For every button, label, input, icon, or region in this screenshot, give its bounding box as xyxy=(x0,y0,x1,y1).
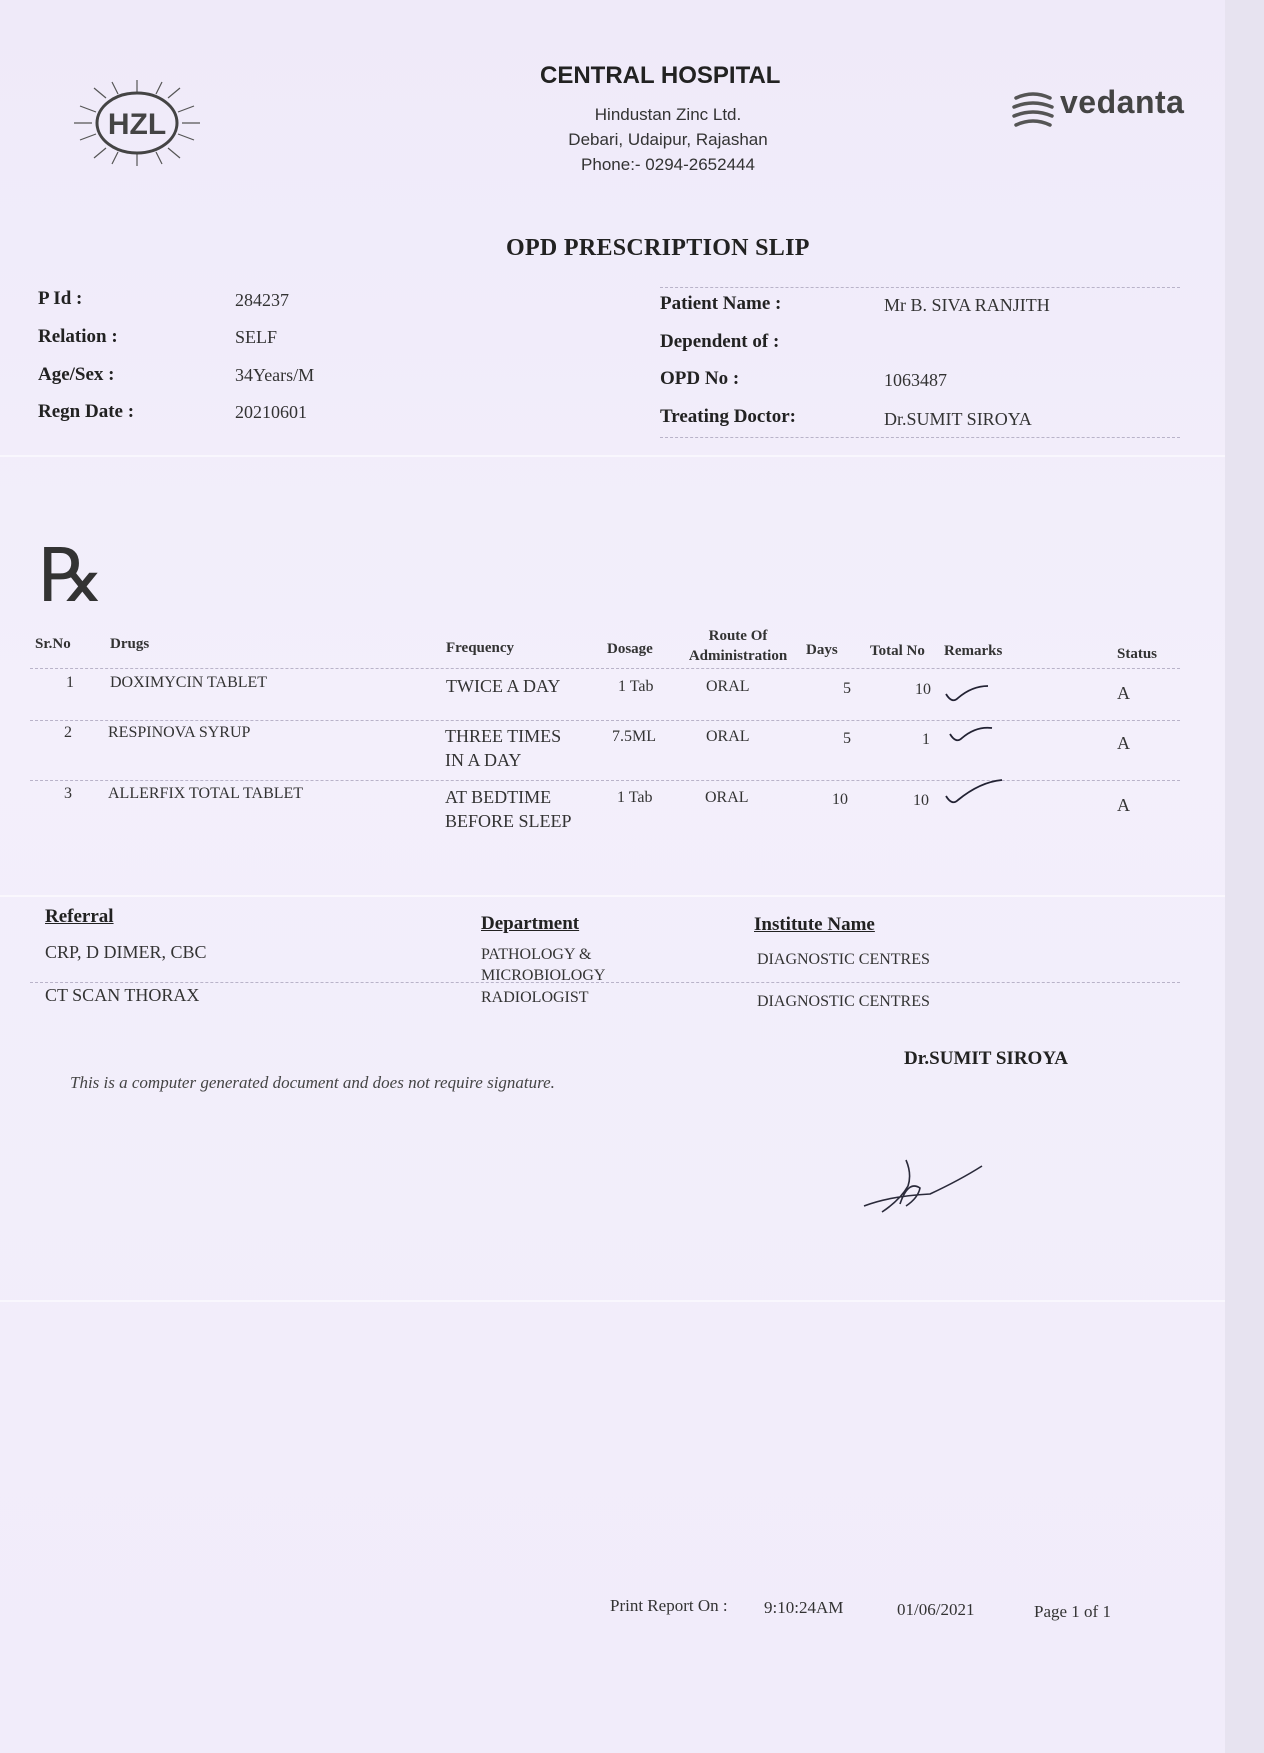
disclaimer-note: This is a computer generated document and does not require signature. xyxy=(70,1073,555,1092)
row-status: A xyxy=(1117,683,1130,703)
col-total: Total No xyxy=(870,643,925,659)
remark-tick-icon xyxy=(948,722,994,748)
hospital-name: CENTRAL HOSPITAL xyxy=(540,62,781,89)
row-route: ORAL xyxy=(706,678,750,695)
row-srno: 2 xyxy=(64,724,72,741)
row-dosage: 7.5ML xyxy=(612,728,656,745)
pid-value: 284237 xyxy=(235,290,289,310)
divider xyxy=(30,720,1180,721)
row-drug: DOXIMYCIN TABLET xyxy=(110,674,268,691)
print-date: 01/06/2021 xyxy=(897,1600,975,1619)
referral-item: CT SCAN THORAX xyxy=(45,985,200,1005)
referral-heading: Referral xyxy=(45,906,114,927)
col-frequency: Frequency xyxy=(446,640,515,656)
row-drug: ALLERFIX TOTAL TABLET xyxy=(108,785,304,802)
print-time: 9:10:24AM xyxy=(764,1598,844,1617)
patient-name-value: Mr B. SIVA RANJITH xyxy=(884,295,1050,315)
row-dosage: 1 Tab xyxy=(617,789,653,806)
divider xyxy=(30,668,1180,669)
agesex-value: 34Years/M xyxy=(235,365,315,385)
row-days: 10 xyxy=(832,791,848,808)
opd-no-label: OPD No : xyxy=(660,368,740,389)
col-dosage: Dosage xyxy=(607,641,653,657)
patient-name-label: Patient Name : xyxy=(660,293,782,314)
row-frequency-2: BEFORE SLEEP xyxy=(445,811,572,831)
department-item: RADIOLOGIST xyxy=(481,989,589,1006)
paper-fold xyxy=(0,1300,1225,1302)
row-srno: 3 xyxy=(64,785,72,802)
row-route: ORAL xyxy=(706,728,750,745)
agesex-label: Age/Sex : xyxy=(38,364,115,385)
hospital-phone: Phone:- 0294-2652444 xyxy=(581,155,755,174)
remark-tick-icon xyxy=(944,776,1004,808)
divider xyxy=(660,437,1180,438)
row-days: 5 xyxy=(843,680,851,697)
hzl-logo xyxy=(72,78,202,168)
opd-no-value: 1063487 xyxy=(884,370,947,390)
row-frequency-2: IN A DAY xyxy=(445,750,522,770)
row-drug: RESPINOVA SYRUP xyxy=(108,724,251,741)
row-srno: 1 xyxy=(66,674,74,691)
row-status: A xyxy=(1117,795,1130,815)
row-route: ORAL xyxy=(705,789,749,806)
col-drugs: Drugs xyxy=(110,636,150,652)
row-total: 10 xyxy=(913,792,929,809)
divider xyxy=(30,780,1180,781)
paper-edge xyxy=(1225,0,1264,1753)
vedanta-brand: vedanta xyxy=(1060,84,1185,120)
col-days: Days xyxy=(806,642,838,658)
row-total: 1 xyxy=(922,731,930,748)
row-frequency: THREE TIMES xyxy=(445,726,562,746)
relation-value: SELF xyxy=(235,327,278,347)
print-label: Print Report On : xyxy=(610,1596,728,1615)
relation-label: Relation : xyxy=(38,326,118,347)
logo-text: HZL xyxy=(107,108,167,141)
page-number: Page 1 of 1 xyxy=(1034,1602,1111,1621)
referral-item: CRP, D DIMER, CBC xyxy=(45,942,207,962)
institute-item: DIAGNOSTIC CENTRES xyxy=(757,993,930,1010)
row-days: 5 xyxy=(843,730,851,747)
dependent-label: Dependent of : xyxy=(660,331,780,352)
row-total: 10 xyxy=(915,681,931,698)
page-title: OPD PRESCRIPTION SLIP xyxy=(506,235,810,261)
row-frequency: TWICE A DAY xyxy=(446,676,561,696)
row-status: A xyxy=(1117,733,1130,753)
doctor-signature xyxy=(860,1150,990,1220)
vedanta-logo-icon xyxy=(1010,88,1056,134)
divider xyxy=(660,287,1180,288)
row-dosage: 1 Tab xyxy=(618,678,654,695)
signatory-name: Dr.SUMIT SIROYA xyxy=(904,1048,1069,1069)
paper-fold xyxy=(0,455,1225,457)
department-item: PATHOLOGY & xyxy=(481,946,592,963)
regn-date-label: Regn Date : xyxy=(38,401,135,422)
department-heading: Department xyxy=(481,913,580,934)
paper-fold xyxy=(0,895,1225,897)
pid-label: P Id : xyxy=(38,288,83,309)
rx-symbol: ℞ xyxy=(38,536,105,618)
col-route-2: Administration xyxy=(688,648,788,664)
divider xyxy=(30,982,1180,983)
col-route-1: Route Of xyxy=(708,628,768,644)
col-srno: Sr.No xyxy=(35,636,71,652)
department-item: MICROBIOLOGY xyxy=(481,967,606,984)
col-remarks: Remarks xyxy=(944,643,1003,659)
treating-doctor-value: Dr.SUMIT SIROYA xyxy=(884,409,1032,429)
row-frequency: AT BEDTIME xyxy=(445,787,552,807)
regn-date-value: 20210601 xyxy=(235,402,307,422)
col-status: Status xyxy=(1117,646,1158,662)
institute-heading: Institute Name xyxy=(754,914,875,935)
institute-item: DIAGNOSTIC CENTRES xyxy=(757,951,930,968)
treating-doctor-label: Treating Doctor: xyxy=(660,406,796,427)
hospital-address: Debari, Udaipur, Rajashan xyxy=(568,130,768,149)
company-name: Hindustan Zinc Ltd. xyxy=(594,105,742,124)
remark-tick-icon xyxy=(944,680,990,706)
